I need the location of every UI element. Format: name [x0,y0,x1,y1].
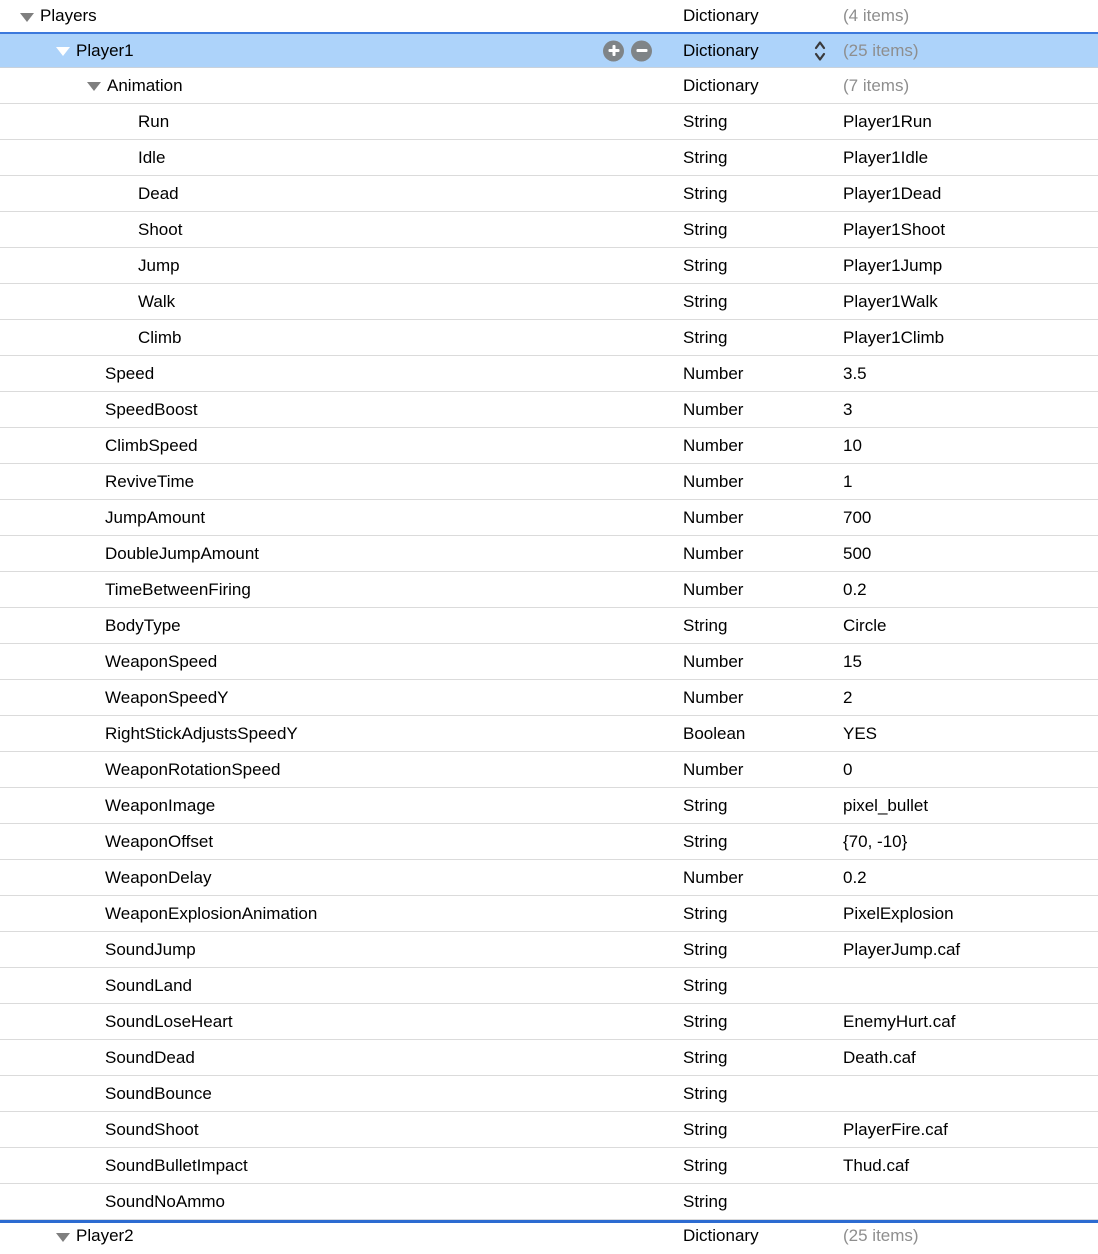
plist-row[interactable] [0,1040,1098,1076]
row-content [0,536,1098,571]
key-label: SoundBulletImpact [105,1155,248,1175]
value-cell [838,1120,1098,1140]
plist-row[interactable] [0,752,1098,788]
type-label: Number [683,579,744,599]
key-cell [0,1012,668,1032]
key-label: Run [138,111,170,131]
type-label: Number [683,651,744,671]
item-count-label: (4 items) [843,6,910,25]
type-cell [668,688,838,708]
row-content [0,644,1098,679]
type-cell [668,76,838,96]
plist-row[interactable] [0,284,1098,320]
plist-row[interactable] [0,824,1098,860]
plist-row[interactable] [0,680,1098,716]
remove-button[interactable] [631,40,652,61]
disclosure-triangle-icon[interactable] [56,1233,70,1242]
plist-row[interactable] [0,392,1098,428]
plist-row[interactable] [0,464,1098,500]
value-cell [838,400,1098,420]
value-cell [838,1084,1098,1104]
row-content [0,0,1098,32]
plist-row-partial[interactable] [0,1220,1098,1245]
key-cell [0,400,668,420]
key-label: Shoot [138,219,183,239]
type-cell [668,796,838,816]
plist-row[interactable] [0,140,1098,176]
key-label: TimeBetweenFiring [105,579,251,599]
key-cell [0,688,668,708]
plist-row[interactable] [0,968,1098,1004]
type-label: Dictionary [683,1226,759,1245]
key-label: WeaponImage [105,795,216,815]
type-label: Number [683,867,744,887]
key-label: JumpAmount [105,507,206,527]
key-cell [0,220,668,240]
key-cell [0,41,668,61]
type-cell [668,832,838,852]
type-cell [668,41,838,61]
plist-row[interactable] [0,32,1098,68]
key-cell [0,256,668,276]
key-cell [0,508,668,528]
plist-row[interactable] [0,536,1098,572]
row-content [0,500,1098,535]
key-label: SpeedBoost [105,399,198,419]
type-cell [668,1012,838,1032]
key-cell [0,148,668,168]
key-cell [0,364,668,384]
value-cell [838,1156,1098,1176]
row-content [0,428,1098,463]
row-content [0,680,1098,715]
key-label: Dead [138,183,179,203]
type-cell [668,292,838,312]
plist-row[interactable] [0,212,1098,248]
key-cell [0,1192,668,1212]
key-label: BodyType [105,615,181,635]
row-content [0,392,1098,427]
value-label: {70, -10} [843,831,908,851]
row-content [0,1076,1098,1111]
key-cell [0,976,668,996]
type-cell [668,400,838,420]
row-content [0,1148,1098,1183]
value-cell [838,6,1098,26]
type-cell [668,1084,838,1104]
type-label: String [683,327,728,347]
item-count-label: (25 items) [843,1226,919,1245]
type-label: Number [683,399,744,419]
value-cell [838,940,1098,960]
plist-row[interactable] [0,572,1098,608]
type-cell [668,868,838,888]
type-cell [668,112,838,132]
key-label: SoundLand [105,975,192,995]
value-label: 0.2 [843,579,867,599]
row-content [0,248,1098,283]
item-count-label: (25 items) [843,40,919,60]
value-label: Death.caf [843,1047,916,1067]
value-label: 2 [843,687,853,707]
value-cell [838,760,1098,780]
plist-row[interactable] [0,896,1098,932]
key-cell [0,724,668,744]
value-cell [838,580,1098,600]
type-cell [668,508,838,528]
key-cell [0,1120,668,1140]
plist-row[interactable] [0,1112,1098,1148]
value-label: Player1Shoot [843,219,946,239]
plist-row[interactable] [0,176,1098,212]
key-label: Jump [138,255,180,275]
type-label: String [683,111,728,131]
type-label: String [683,939,728,959]
key-cell [0,328,668,348]
key-cell [0,760,668,780]
type-stepper-icon[interactable] [812,38,828,64]
value-label: YES [843,723,878,743]
type-label: Number [683,759,744,779]
plist-row[interactable] [0,0,1098,32]
value-cell [838,112,1098,132]
type-label: String [683,1011,728,1031]
key-cell [0,76,668,96]
value-cell [838,1192,1098,1212]
plist-row[interactable] [0,104,1098,140]
plist-row[interactable] [0,500,1098,536]
value-label: Thud.caf [843,1155,910,1175]
value-cell [838,976,1098,996]
value-cell [838,688,1098,708]
type-label: String [683,1119,728,1139]
type-label: Dictionary [683,75,759,95]
type-cell [668,1120,838,1140]
key-cell [0,544,668,564]
type-label: String [683,219,728,239]
plist-row[interactable] [0,788,1098,824]
row-content [0,34,1098,67]
value-label: Player1Idle [843,147,929,167]
key-cell [0,940,668,960]
plist-row[interactable] [0,932,1098,968]
value-cell [838,220,1098,240]
plist-row[interactable] [0,68,1098,104]
value-cell [838,292,1098,312]
type-label: String [683,831,728,851]
value-cell [838,364,1098,384]
type-label: String [683,255,728,275]
key-cell [0,796,668,816]
type-label: String [683,1155,728,1175]
key-cell [0,580,668,600]
type-label: String [683,795,728,815]
plist-row[interactable] [0,1148,1098,1184]
key-cell [0,1156,668,1176]
type-cell [668,976,838,996]
row-content [0,860,1098,895]
plist-row[interactable] [0,716,1098,752]
value-cell [838,868,1098,888]
key-cell [0,904,668,924]
key-label: SoundJump [105,939,196,959]
key-label: ClimbSpeed [105,435,198,455]
plist-row[interactable] [0,608,1098,644]
value-label: 15 [843,651,862,671]
row-content [0,356,1098,391]
key-label: WeaponExplosionAnimation [105,903,318,923]
key-label: ReviveTime [105,471,195,491]
key-cell [0,1084,668,1104]
type-cell [668,256,838,276]
plist-row[interactable] [0,320,1098,356]
value-cell [838,1048,1098,1068]
key-cell [0,868,668,888]
disclosure-triangle-icon[interactable] [20,13,34,22]
plist-row[interactable] [0,1004,1098,1040]
type-cell [668,184,838,204]
plist-row[interactable] [0,356,1098,392]
value-label: 3 [843,399,853,419]
row-content [0,284,1098,319]
plist-row[interactable] [0,1076,1098,1112]
value-label: 700 [843,507,872,527]
value-label: 3.5 [843,363,867,383]
value-cell [838,904,1098,924]
key-label: WeaponSpeed [105,651,218,671]
value-cell [838,436,1098,456]
value-label: pixel_bullet [843,795,929,815]
key-cell [0,472,668,492]
type-cell [668,1156,838,1176]
type-label: Number [683,507,744,527]
value-label: 500 [843,543,872,563]
value-cell [838,41,1098,61]
key-label: Player2 [76,1226,134,1245]
row-content [0,68,1098,103]
value-cell [838,76,1098,96]
type-label: Number [683,363,744,383]
type-label: String [683,1083,728,1103]
key-label: SoundNoAmmo [105,1191,226,1211]
value-label: 10 [843,435,862,455]
type-cell [668,580,838,600]
type-cell [668,1192,838,1212]
row-content [0,1184,1098,1219]
type-cell [668,652,838,672]
value-cell [838,616,1098,636]
row-content [0,788,1098,823]
row-content [0,608,1098,643]
plist-row[interactable] [0,248,1098,284]
row-content [0,968,1098,1003]
key-label: Speed [105,363,155,383]
key-label: Animation [107,75,183,95]
value-cell [838,796,1098,816]
disclosure-triangle-icon[interactable] [87,82,101,91]
key-label: WeaponRotationSpeed [105,759,281,779]
key-cell [0,184,668,204]
type-cell [668,940,838,960]
key-label: Players [40,6,97,25]
value-cell [838,544,1098,564]
key-label: SoundDead [105,1047,195,1067]
type-cell [668,472,838,492]
value-label: PlayerJump.caf [843,939,961,959]
row-content [0,1004,1098,1039]
value-label: 0 [843,759,853,779]
value-cell [838,652,1098,672]
row-content [0,464,1098,499]
row-content [0,1218,1098,1254]
plist-row[interactable] [0,860,1098,896]
key-cell [0,832,668,852]
key-cell [0,616,668,636]
row-content [0,896,1098,931]
type-label: Number [683,543,744,563]
value-label: Player1Jump [843,255,943,275]
type-label: Boolean [683,723,746,743]
item-count-label: (7 items) [843,75,910,95]
row-content [0,752,1098,787]
value-label: 1 [843,471,853,491]
value-label: EnemyHurt.caf [843,1011,956,1031]
key-label: DoubleJumpAmount [105,543,260,563]
type-cell [668,220,838,240]
type-cell [668,616,838,636]
type-cell [668,544,838,564]
type-label: String [683,291,728,311]
row-content [0,932,1098,967]
key-label: Idle [138,147,166,167]
add-button[interactable] [603,40,624,61]
value-label: Player1Climb [843,327,945,347]
type-label: String [683,903,728,923]
value-cell [838,832,1098,852]
value-cell [838,184,1098,204]
value-cell [838,508,1098,528]
key-label: Walk [138,291,176,311]
type-label: Dictionary [683,40,759,60]
value-label: 0.2 [843,867,867,887]
key-cell [0,292,668,312]
type-label: Number [683,435,744,455]
key-label: Player1 [76,40,134,60]
value-label: Circle [843,615,887,635]
value-label: Player1Walk [843,291,938,311]
value-cell [838,1226,1098,1246]
value-cell [838,256,1098,276]
key-cell [0,436,668,456]
type-label: String [683,615,728,635]
type-label: String [683,975,728,995]
key-label: SoundLoseHeart [105,1011,233,1031]
key-label: SoundBounce [105,1083,212,1103]
key-cell [0,652,668,672]
key-label: SoundShoot [105,1119,199,1139]
type-cell [668,6,838,26]
type-cell [668,328,838,348]
type-cell [668,904,838,924]
key-label: Climb [138,327,182,347]
row-content [0,1112,1098,1147]
row-content [0,572,1098,607]
type-cell [668,1048,838,1068]
type-label: String [683,1191,728,1211]
add-remove-group [603,40,652,61]
plist-row[interactable] [0,428,1098,464]
value-cell [838,1012,1098,1032]
type-cell [668,760,838,780]
row-content [0,140,1098,175]
key-label: WeaponDelay [105,867,212,887]
value-cell [838,724,1098,744]
value-label: Player1Run [843,111,932,131]
type-cell [668,436,838,456]
row-content [0,824,1098,859]
type-label: Number [683,471,744,491]
row-content [0,320,1098,355]
plist-row[interactable] [0,644,1098,680]
type-label: String [683,147,728,167]
key-cell [0,1226,668,1246]
row-content [0,212,1098,247]
type-label: Number [683,687,744,707]
row-content [0,104,1098,139]
key-cell [0,1048,668,1068]
type-cell [668,724,838,744]
value-cell [838,472,1098,492]
value-cell [838,148,1098,168]
key-label: RightStickAdjustsSpeedY [105,723,298,743]
key-label: WeaponOffset [105,831,214,851]
type-cell [668,148,838,168]
key-label: WeaponSpeedY [105,687,229,707]
plist-row[interactable] [0,1184,1098,1220]
row-content [0,716,1098,751]
type-label: Dictionary [683,6,759,25]
row-content [0,176,1098,211]
value-cell [838,328,1098,348]
type-cell [668,1226,838,1246]
type-label: String [683,183,728,203]
key-cell [0,112,668,132]
value-label: PixelExplosion [843,903,954,923]
type-label: String [683,1047,728,1067]
type-cell [668,364,838,384]
row-content [0,1040,1098,1075]
disclosure-triangle-icon[interactable] [56,47,70,56]
value-label: PlayerFire.caf [843,1119,948,1139]
value-label: Player1Dead [843,183,942,203]
key-cell [0,6,668,26]
